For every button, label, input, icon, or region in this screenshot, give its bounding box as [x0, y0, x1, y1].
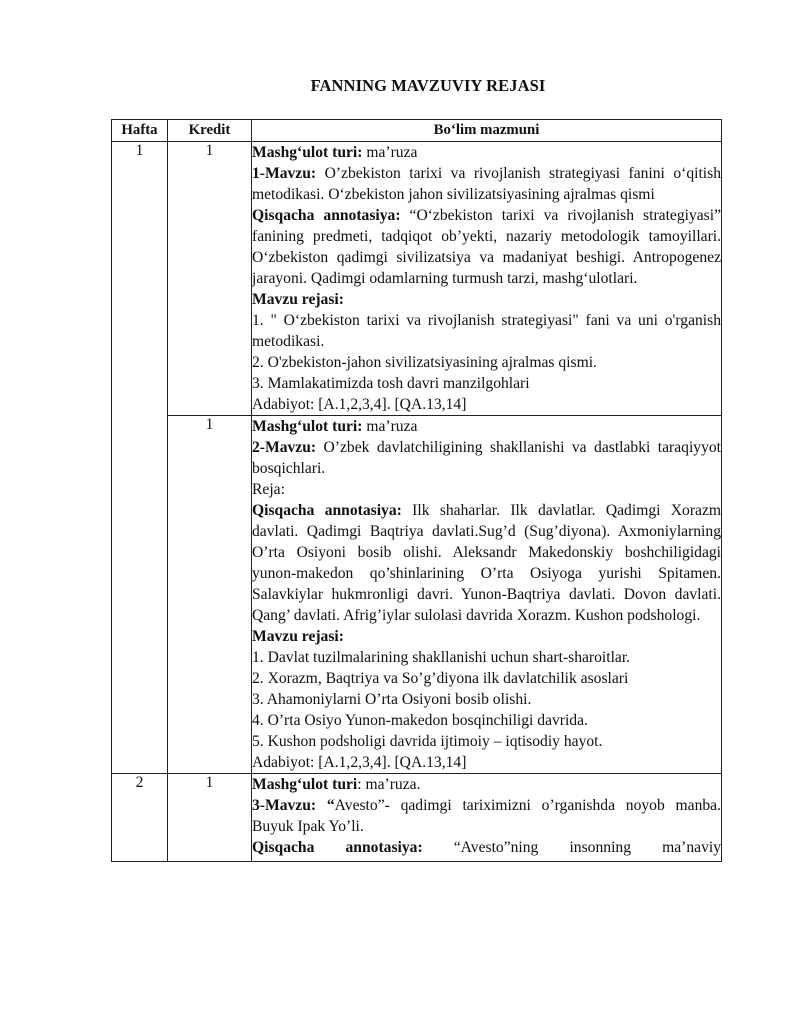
lesson-type: Mashg‘ulot turi: ma’ruza: [252, 418, 418, 435]
plan-item: 2. O'zbekiston-jahon sivilizatsiyasining ajralmas qismi.: [252, 354, 597, 371]
annotation: Qisqacha annotasiya: “Avesto”ning insonning ma’naviy: [252, 839, 721, 856]
plan-item: 4. O’rta Osiyo Yunon-makedon bosqinchiligi davrida.: [252, 712, 588, 729]
plan-item: 2. Xorazm, Baqtriya va So’g’diyona ilk davlatchilik asoslari: [252, 670, 629, 687]
content-cell-visible-part: [252, 774, 721, 861]
table-row: [112, 416, 722, 774]
plan-item: 3. Mamlakatimizda tosh davri manzilgohlari: [252, 375, 530, 392]
week-cell: 2: [112, 774, 168, 862]
header-content: Bo‘lim mazmuni: [252, 120, 722, 142]
plan-heading: Mavzu rejasi:: [252, 628, 344, 645]
lesson-type: Mashg‘ulot turi: ma’ruza: [252, 144, 418, 161]
annotation: Qisqacha annotasiya: Ilk shaharlar. Ilk davlatlar. Qadimgi Xorazm davlati. Qadimgi Baqtriya davlati.Sug’d (Sug’diyona). Axmoniylarning O’rta Osiyoni bosib olishi. Aleksandr Makedonskiy boshchiligidagi yunon-makedon qo’shinlarining O’rta Osiyoga yurishi Spitamen. Salavkiylar hukmronligi davri. Yunon-Baqtriya davlati. Dovon davlati. Qang’ davlati. Afrig’iylar sulolasi davrida Xorazm. Kushon podshologi.: [252, 502, 721, 624]
literature: Adabiyot: [A.1,2,3,4]. [QA.13,14]: [252, 396, 467, 413]
week-cell: 1: [112, 142, 168, 774]
table-row: [112, 774, 722, 862]
table-header-row: [112, 120, 722, 142]
literature: Adabiyot: [A.1,2,3,4]. [QA.13,14]: [252, 754, 467, 771]
plan-item: 1. Davlat tuzilmalarining shakllanishi uchun shart-sharoitlar.: [252, 649, 631, 666]
lesson-type: Mashg‘ulot turi: ma’ruza.: [252, 776, 421, 793]
credit-cell: 1: [168, 142, 252, 416]
plan-item: 3. Ahamoniylarni O’rta Osiyoni bosib olishi.: [252, 691, 532, 708]
topic: 1-Mavzu: O’zbekiston tarixi va rivojlanish strategiyasi fanini o‘qitish metodikasi. O‘zbekiston jahon sivilizatsiyasining ajralmas qismi: [252, 165, 721, 203]
header-week: Hafta: [112, 120, 168, 142]
thematic-plan-table: [111, 119, 722, 862]
header-credit: Kredit: [168, 120, 252, 142]
plan-label: Reja:: [252, 481, 285, 498]
topic: 2-Mavzu: O’zbek davlatchiligining shakllanishi va dastlabki taraqiyyot bosqichlari.: [252, 439, 721, 477]
credit-cell: 1: [168, 774, 252, 862]
plan-item: 1. " O‘zbekiston tarixi va rivojlanish strategiyasi" fani va uni o'rganish metodikasi.: [252, 312, 721, 350]
page-title: FANNING MAVZUVIY REJASI: [310, 76, 546, 95]
content-cell: [252, 774, 722, 862]
annotation: Qisqacha annotasiya: “O‘zbekiston tarixi va rivojlanish strategiyasi” fanining predmeti, tadqiqot ob’yekti, nazariy metodologik tamoyillari. O‘zbekiston qadimgi sivilizatsiya va madaniyat beshigi. Antropogenez jarayoni. Qadimgi odamlarning turmush tarzi, mashg‘ulotlari.: [252, 207, 721, 287]
content-cell: [252, 416, 722, 774]
plan-item: 5. Kushon podsholigi davrida ijtimoiy – iqtisodiy hayot.: [252, 733, 603, 750]
topic: 3-Mavzu: “Avesto”- qadimgi tariximizni o’rganishda noyob manba. Buyuk Ipak Yo’li.: [252, 797, 721, 835]
credit-cell: 1: [168, 416, 252, 774]
table-row: [112, 142, 722, 416]
content-cell: [252, 142, 722, 416]
plan-heading: Mavzu rejasi:: [252, 291, 344, 308]
